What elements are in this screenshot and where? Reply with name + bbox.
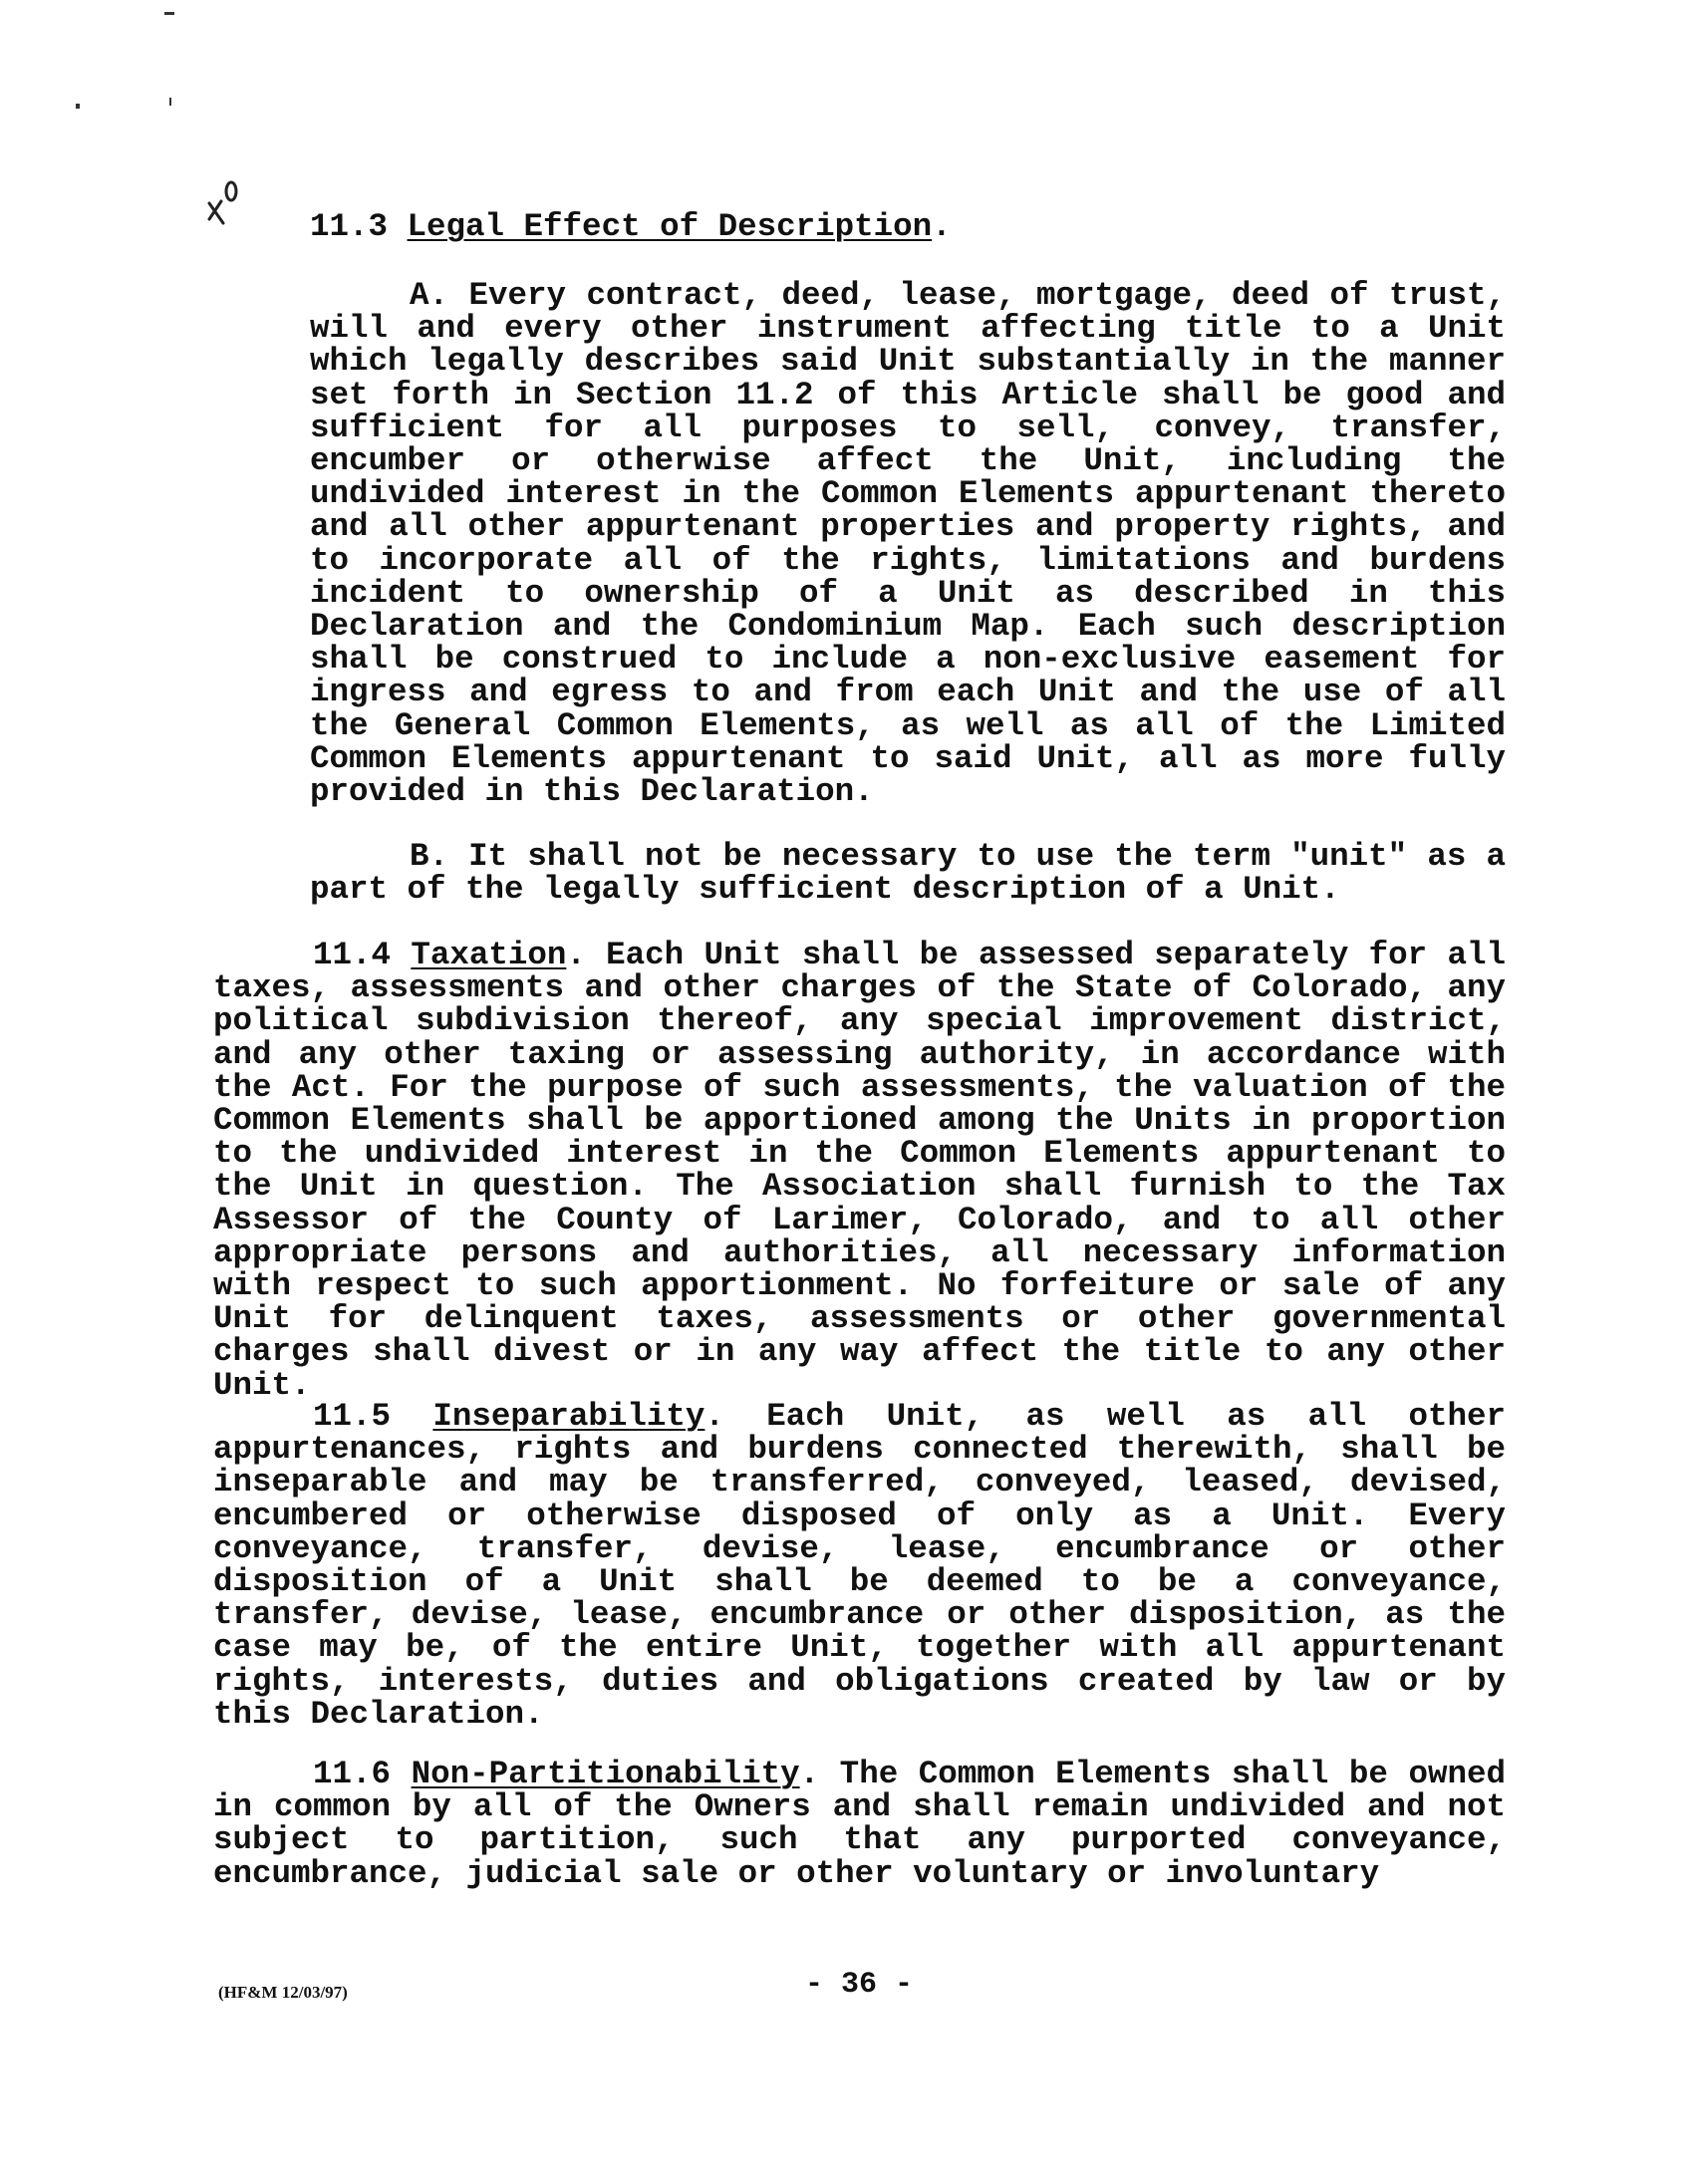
- paragraph-text: Every contract, deed, lease, mortgage, deed of trust, will and every other instrument affecting title to a Unit which legally describes said Unit substantially in the manner set forth in Section 11.2 of this Article shall be good and sufficient for all purposes to sell, convey, transfer, encumber or otherwise affect the Unit, including the undivided interest in the Common Elements appurtenant thereto and all other appurtenant properties and property rights, and to incorporate all of the rights, limitations and burdens incident to ownership of a Unit as described in this Declaration and the Condominium Map. Each such description shall be construed to include a non-exclusive easement for ingress and egress to and from each Unit and the use of all the General Common Elements, as well as all of the Limited Common Elements appurtenant to said Unit, all as more fully provided in this Declaration.: [310, 277, 1506, 811]
- handwritten-margin-mark: [199, 179, 259, 239]
- paragraph-text: . The Common Elements shall be owned in common by all of the Owners and shall remain undivided and not subject to partition, such that any purported conveyance, encumbrance, judicial sale or other voluntary or involuntary: [213, 1756, 1506, 1892]
- paragraph-text: It shall not be necessary to use the term "unit" as a part of the legally sufficient description of a Unit.: [310, 838, 1506, 909]
- page-number: - 36 -: [805, 1968, 914, 2002]
- section-heading: Non-Partitionability: [411, 1756, 800, 1792]
- section-number: 11.6: [313, 1756, 392, 1792]
- section-number: 11.5: [313, 1398, 392, 1435]
- paragraph-text: . Each Unit shall be assessed separately for all taxes, assessments and other charges of the State of Colorado, any political subdivision thereof, any special improvement district, and any other taxing or assessing authority, in accordance with the Act. For the purpose of such assessments, the valuation of the Common Elements shall be apportioned among the Units in proportion to the undivided interest in the Common Elements appurtenant to the Unit in question. The Association shall furnish to the Tax Assessor of the County of Larimer, Colorado, and to all other appropriate persons and authorities, all necessary information with respect to such apportionment. No forfeiture or sale of any Unit for delinquent taxes, assessments or other governmental charges shall divest or in any way affect the title to any other Unit.: [213, 937, 1506, 1404]
- section-11-3-paragraph-b: [310, 838, 1506, 909]
- section-heading: Inseparability: [432, 1398, 705, 1435]
- paragraph-text: . Each Unit, as well as all other appurtenances, rights and burdens connected therewith, shall be inseparable and may be transferred, conveyed, leased, devised, encumbered or otherwise disposed of only as a Unit. Every conveyance, transfer, devise, lease, encumbrance or other disposition of a Unit shall be deemed to be a conveyance, transfer, devise, lease, encumbrance or other disposition, as the case may be, of the entire Unit, together with all appurtenant rights, interests, duties and obligations created by law or by this Declaration.: [213, 1398, 1506, 1733]
- section-11-5-paragraph: [213, 1400, 1506, 1731]
- scan-speck: [76, 104, 80, 109]
- section-number: 11.4: [313, 937, 392, 973]
- footer-document-code: (HF&M 12/03/97): [218, 1983, 348, 2002]
- section-heading: Taxation: [411, 937, 567, 973]
- section-11-3-heading: 11.3 Legal Effect of Description.: [310, 208, 952, 245]
- section-11-4-paragraph: [213, 939, 1506, 1402]
- section-number: 11.3: [310, 208, 389, 245]
- paragraph-label: A.: [410, 277, 449, 314]
- section-11-6-paragraph: [213, 1758, 1506, 1890]
- section-11-3-paragraph-a: [310, 277, 1506, 811]
- scan-speck: [164, 12, 174, 15]
- section-heading: Legal Effect of Description: [407, 208, 933, 245]
- scan-speck: [169, 98, 171, 106]
- paragraph-label: B.: [410, 838, 449, 875]
